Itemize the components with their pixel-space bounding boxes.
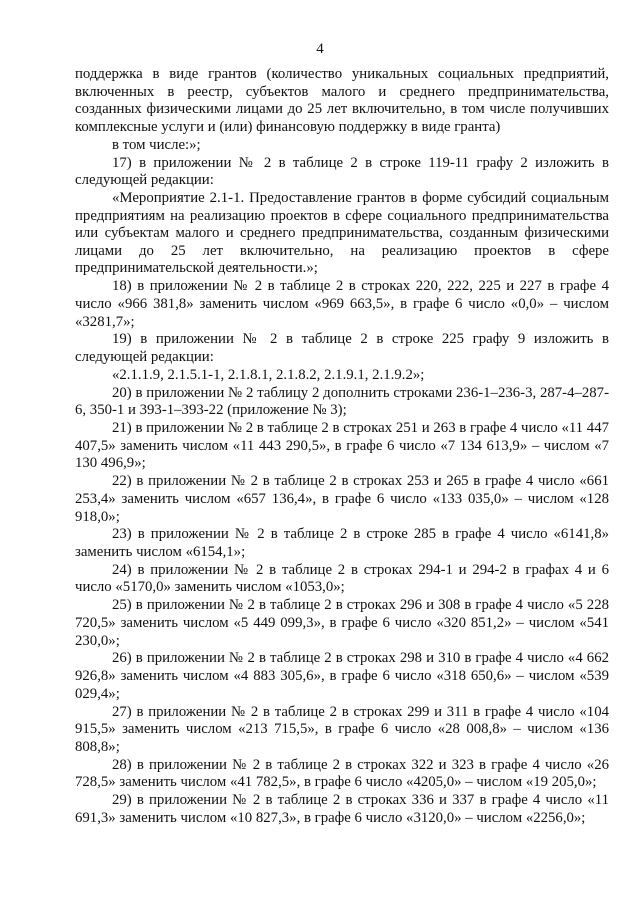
amendment-item-28: 28) в приложении № 2 в таблице 2 в строках 322 и 323 в графе 4 число «26 728,5» заменить числом «41 782,5», в графе 6 число «4205,0» – числом «19 205,0»; (75, 756, 609, 791)
amendment-item-18: 18) в приложении № 2 в таблице 2 в строках 220, 222, 225 и 227 в графе 4 число «966 381,8» заменить числом «969 663,5», в графе 6 число «0,0» – числом «3281,7»; (75, 278, 609, 330)
amendment-item-22: 22) в приложении № 2 в таблице 2 в строках 253 и 265 в графе 4 число «661 253,4» заменить числом «657 136,4», в графе 6 число «133 035,0» – числом «128 918,0»; (75, 473, 609, 525)
paragraph-continuation: поддержка в виде грантов (количество уникальных социальных предприятий, включенных в реестр, субъектов малого и среднего предпринимательства, созданных физическими лицами до 25 лет включительно, в том числе получивших комплексные услуги и (или) финансовую поддержку в виде гранта) (75, 66, 609, 135)
paragraph-in-total: в том числе:»; (112, 136, 201, 153)
page-number: 4 (316, 41, 324, 57)
quoted-measure-text: «Мероприятие 2.1-1. Предоставление грантов в форме субсидий социальным предприятиям на реализацию проектов в сфере социального предпринимательства или субъектам малого и среднего предпринимательства, созданным физическими лицами до 25 лет включительно, на реализацию проектов в сфере предпринимательской деятельности.»; (75, 190, 609, 277)
amendment-item-19: 19) в приложении № 2 в таблице 2 в строке 225 графу 9 изложить в следующей редакции: (75, 331, 609, 365)
amendment-item-27: 27) в приложении № 2 в таблице 2 в строках 299 и 311 в графе 4 число «104 915,5» заменить числом «213 715,5», в графе 6 число «28 008,8» – числом «136 808,8»; (75, 703, 609, 755)
document-body (75, 66, 609, 828)
amendment-item-20: 20) в приложении № 2 таблицу 2 дополнить строками 236-1–236-3, 287-4–287-6, 350-1 и 393-1–393-22 (приложение № 3); (75, 384, 609, 419)
amendment-item-21: 21) в приложении № 2 в таблице 2 в строках 251 и 263 в графе 4 число «11 447 407,5» заменить числом «11 443 290,5», в графе 6 число «7 134 613,9» – числом «7 130 496,9»; (75, 420, 609, 472)
amendment-item-29: 29) в приложении № 2 в таблице 2 в строках 336 и 337 в графе 4 число «11 691,3» заменить числом «10 827,3», в графе 6 число «3120,0» – числом «2256,0»; (75, 792, 609, 826)
amendment-item-23: 23) в приложении № 2 в таблице 2 в строке 285 в графе 4 число «6141,8» заменить числом «6154,1»; (75, 526, 609, 560)
amendment-item-26: 26) в приложении № 2 в таблице 2 в строках 298 и 310 в графе 4 число «4 662 926,8» заменить числом «4 883 305,6», в графе 6 число «318 650,6» – числом «539 029,4»; (75, 650, 609, 702)
quoted-codes-text: «2.1.1.9, 2.1.5.1-1, 2.1.8.1, 2.1.8.2, 2.1.9.1, 2.1.9.2»; (112, 366, 425, 383)
amendment-item-24: 24) в приложении № 2 в таблице 2 в строках 294-1 и 294-2 в графах 4 и 6 число «5170,0» заменить числом «1053,0»; (75, 561, 609, 596)
amendment-item-25: 25) в приложении № 2 в таблице 2 в строках 296 и 308 в графе 4 число «5 228 720,5» заменить числом «5 449 099,3», в графе 6 число «320 851,2» – числом «541 230,0»; (75, 597, 609, 649)
amendment-item-17: 17) в приложении № 2 в таблице 2 в строке 119-11 графу 2 изложить в следующей редакции: (75, 154, 609, 189)
